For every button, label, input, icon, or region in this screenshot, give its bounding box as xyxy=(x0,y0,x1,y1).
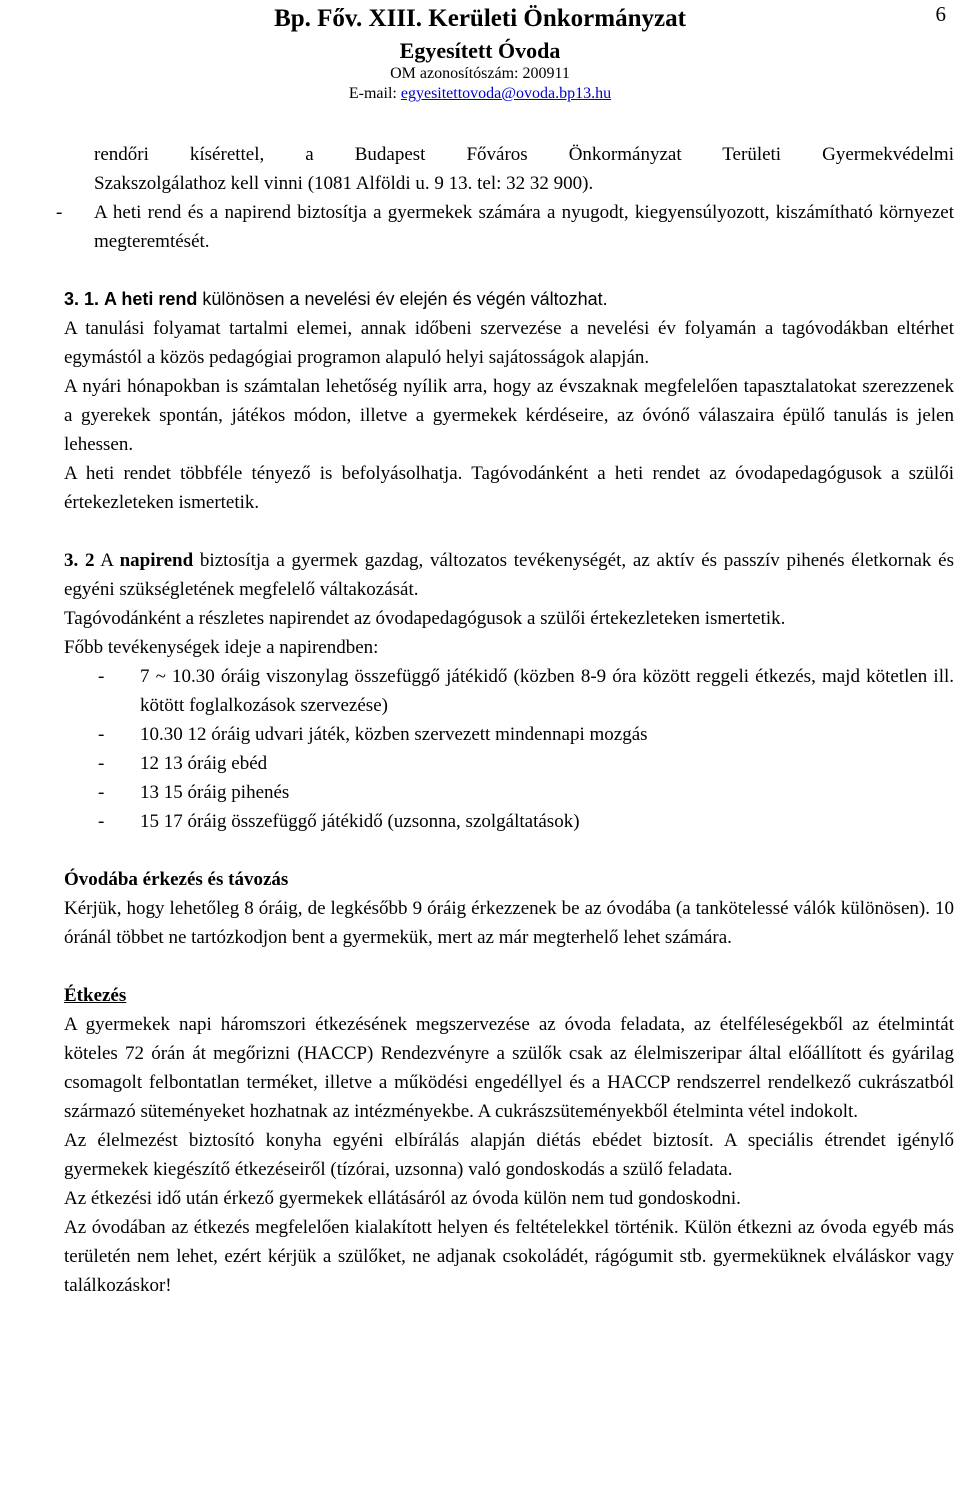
dash-marker: - xyxy=(98,782,105,803)
dash-marker: - xyxy=(98,753,105,774)
dash-marker: - xyxy=(56,202,63,223)
institution-subname: Egyesített Óvoda xyxy=(399,38,561,63)
email-line xyxy=(0,84,960,104)
dash-marker: - xyxy=(98,811,105,832)
schedule-item xyxy=(64,662,954,720)
dash-marker: - xyxy=(98,724,105,745)
schedule-item xyxy=(64,778,954,807)
intro-dash-item xyxy=(56,198,954,256)
meals-paragraph-2: Az élelmezést biztosító konyha egyéni elbírálás alapján diétás ebédet biztosít. A speciális étrendet igénylő gyermekek kiegészítő étkezéseiről (tízórai, uzsonna) való gondoskodás a szülő feladata. xyxy=(64,1130,954,1180)
schedule-item xyxy=(64,807,954,836)
schedule-list-title: Főbb tevékenységek ideje a napirendben: xyxy=(64,637,379,658)
page-number: 6 xyxy=(935,2,946,26)
section-3-1-paragraph-2: A nyári hónapokban is számtalan lehetőség nyílik arra, hogy az évszaknak megfelelően tapasztalatokat szerezzenek a gyerekek spontán, játékos módon, illetve a gyermekek kérdéseire, az óvónő válaszaira épülő tanulás is jelen lehessen. xyxy=(64,376,954,455)
section-3-2-title: napirend xyxy=(119,550,194,571)
letterhead xyxy=(0,4,960,104)
section-3-1-paragraph-3: A heti rendet többféle tényező is befolyásolhatja. Tagóvodánként a heti rendet az óvodapedagógusok a szülői értekezleteken ismertetik. xyxy=(64,463,954,513)
email-link[interactable]: egyesitettovoda@ovoda.bp13.hu xyxy=(400,85,612,102)
schedule-item-text: 7 ~ 10.30 óráig viszonylag összefüggő játékidő (közben 8-9 óra között reggeli étkezés, majd kötetlen ill. kötött foglalkozások szervezése) xyxy=(140,666,954,716)
section-3-1-paragraph-1: A tanulási folyamat tartalmi elemei, annak időbeni szervezése a nevelési év folyamán a tagóvodákban eltérhet egymástól a közös pedagógiai programon alapuló helyi sajátosságok alapján. xyxy=(64,318,954,368)
schedule-item-text: 12 13 óráig ebéd xyxy=(140,753,268,774)
section-3-2-number: 3. 2 xyxy=(64,550,95,571)
intro-paragraph-1 xyxy=(64,140,954,198)
schedule-item-text: 15 17 óráig összefüggő játékidő (uzsonna, szolgáltatások) xyxy=(140,811,580,832)
intro-line-2: Szakszolgálathoz kell vinni (1081 Alföldi u. 9 13. tel: 32 32 900). xyxy=(94,173,594,194)
section-3-2-paragraph-2: Tagóvodánként a részletes napirendet az óvodapedagógusok a szülői értekezleteken ismertetik. xyxy=(64,608,786,629)
section-3-2-lead: A xyxy=(94,550,120,571)
meals-paragraph-4-text: Az óvodában az étkezés megfelelően kialakított helyen és feltételekkel történik. Külön étkezni az óvoda egyéb más területén nem lehet, ezért kérjük a szülőket, ne adjanak csokoládét, rágógumit stb. gyermeküknek elváláskor vagy találkozáskor! xyxy=(64,1217,954,1296)
email-label: E-mail: xyxy=(348,85,401,102)
document-body xyxy=(56,140,954,1300)
schedule-list xyxy=(64,662,954,836)
meals-paragraph-4 xyxy=(64,1213,954,1300)
arrival-heading: Óvodába érkezés és távozás xyxy=(64,869,289,890)
meals-heading: Étkezés xyxy=(64,985,127,1006)
meals-paragraph-1: A gyermekek napi háromszori étkezésének megszervezése az óvoda feladata, az ételféleségekből az ételmintát köteles 72 órán át megőrizni (HACCP) Rendezvényre a szülők csak az élelmiszeripar által előállított és gyárilag csomagolt felbontatlan terméket, illetve a működési engedéllyel és a HACCP rendszerrel rendelkező cukrászatból származó süteményeket hozhatnak az intézményekbe. A cukrászsüteményekből ételminta vétel indokolt. xyxy=(64,1014,954,1122)
schedule-item-text: 10.30 12 óráig udvari játék, közben szervezett mindennapi mozgás xyxy=(140,724,648,745)
section-3-1-title-rest: különösen a nevelési év elején és végén változhat. xyxy=(197,289,608,309)
arrival-paragraph: Kérjük, hogy lehetőleg 8 óráig, de legkésőbb 9 óráig érkezzenek be az óvodába (a tankötelessé válók különösen). 10 óránál többet ne tartózkodjon bent a gyermekük, mert az már megterhelő lehet számára. xyxy=(64,898,954,948)
intro-line-1: rendőri kísérettel, a Budapest Főváros Önkormányzat Területi Gyermekvédelmi xyxy=(94,144,954,165)
section-3-2-rest: biztosítja a gyermek gazdag, változatos tevékenységét, az aktív és passzív pihenés életkornak és egyéni szükségletének megfelelő váltakozását. xyxy=(64,550,954,600)
section-3-1-heading xyxy=(64,285,954,314)
schedule-item xyxy=(64,749,954,778)
schedule-item-text: 13 15 óráig pihenés xyxy=(140,782,290,803)
institution-name: Bp. Főv. XIII. Kerületi Önkormányzat xyxy=(274,5,686,32)
section-3-2-paragraph-1 xyxy=(64,546,954,604)
om-id: OM azonosítószám: 200911 xyxy=(390,65,570,82)
schedule-item xyxy=(64,720,954,749)
intro-paragraph-2: A heti rend és a napirend biztosítja a gyermekek számára a nyugodt, kiegyensúlyozott, kiszámítható környezet megteremtését. xyxy=(94,202,954,252)
section-3-1-number: 3. 1. xyxy=(64,289,100,309)
meals-paragraph-3: Az étkezési idő után érkező gyermekek ellátásáról az óvoda külön nem tud gondoskodni. xyxy=(64,1188,741,1209)
section-3-1-title: A heti rend xyxy=(104,289,198,309)
dash-marker: - xyxy=(98,666,105,687)
